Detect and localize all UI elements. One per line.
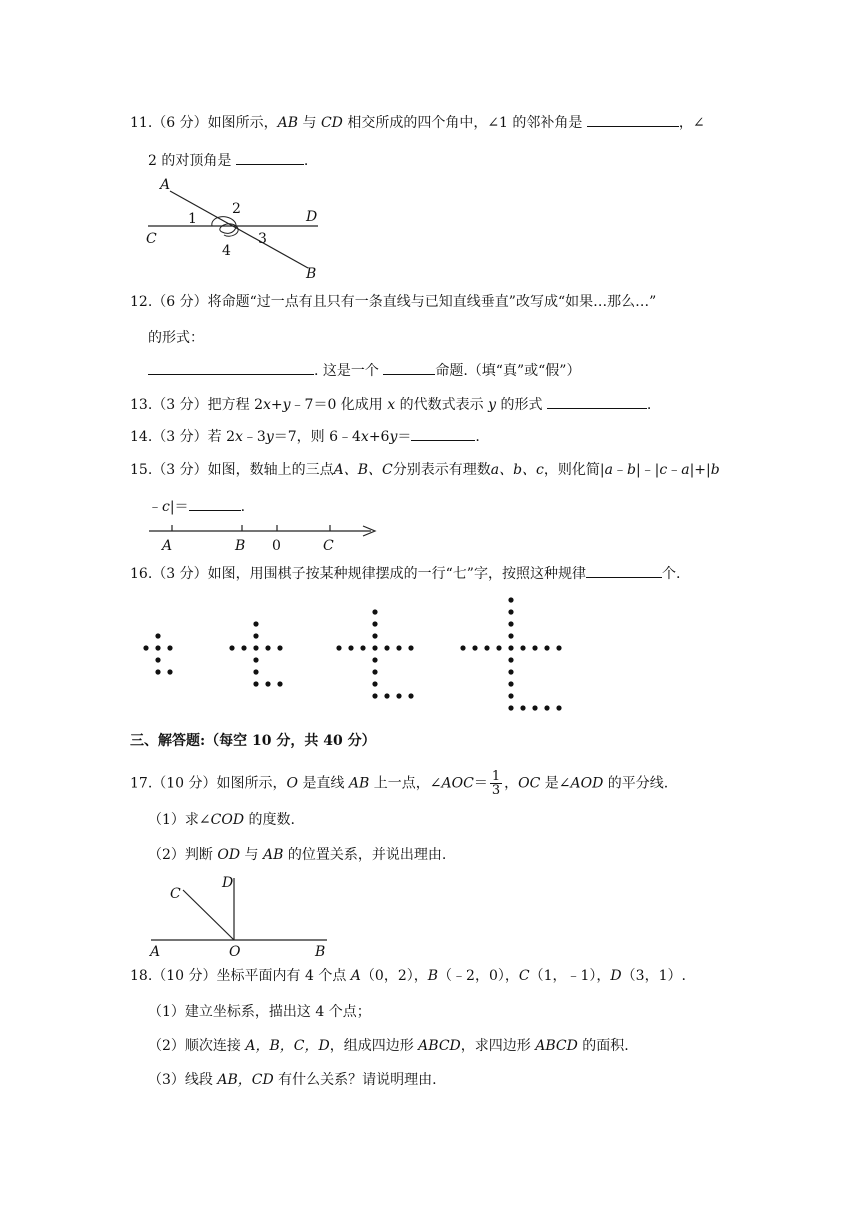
q15-var: b xyxy=(626,462,636,478)
q18-text: ，组成四边形 xyxy=(329,1038,419,1054)
q18-text: ，求四边形 xyxy=(460,1038,536,1054)
q13-var: x xyxy=(387,397,396,413)
q17-text: ＝ xyxy=(473,775,488,792)
angle-4-label: 4 xyxy=(222,243,231,259)
go-stone xyxy=(372,657,377,662)
go-stone xyxy=(348,645,353,650)
label-b: B xyxy=(306,266,317,282)
q18-sub1 xyxy=(148,1002,371,1022)
angle-3-label: 3 xyxy=(258,231,267,247)
go-stone xyxy=(265,681,270,686)
go-stone xyxy=(336,645,341,650)
q13-score: （3 分） xyxy=(152,397,208,413)
q13-var: x xyxy=(262,397,271,413)
q18-var: A，B，C，D xyxy=(245,1038,330,1054)
go-stone xyxy=(372,693,377,698)
q18-text: 有什么关系？请说明理由. xyxy=(273,1072,437,1088)
go-stone xyxy=(372,645,377,650)
q15-text: 如图，数轴上的三点 xyxy=(207,462,334,478)
q15-text: . xyxy=(240,499,246,515)
go-stone xyxy=(155,657,160,662)
q14-number: 14. xyxy=(130,429,153,445)
q15-text: 分别表示有理数 xyxy=(392,462,491,478)
fraction-one-third xyxy=(490,770,502,797)
go-stone xyxy=(277,681,282,686)
q14-var: x xyxy=(360,429,369,445)
q11-text: ，∠ xyxy=(678,115,705,131)
q17-var: AB xyxy=(262,847,284,863)
go-stone xyxy=(372,681,377,686)
q13-text: 的形式 xyxy=(500,397,543,413)
q18-var: AB，CD xyxy=(217,1072,274,1088)
q16-go-stone-figure xyxy=(140,590,590,720)
q16-number: 16. xyxy=(130,566,153,582)
go-stone xyxy=(556,645,561,650)
go-stone xyxy=(155,633,160,638)
angle-1-label: 1 xyxy=(188,211,197,227)
q11-blank-2[interactable] xyxy=(236,150,304,165)
q17-text: 是∠ xyxy=(540,775,571,792)
q12-blank-1[interactable] xyxy=(148,360,314,375)
q12-line2 xyxy=(148,328,204,348)
go-stone xyxy=(372,633,377,638)
q17-var: OD xyxy=(217,847,241,863)
q14-line xyxy=(130,426,480,447)
q17-var: AB xyxy=(348,775,370,792)
q15-line2 xyxy=(148,496,245,517)
go-stone xyxy=(460,645,465,650)
q18-coord: （3，1）. xyxy=(621,968,686,984)
go-stone xyxy=(508,693,513,698)
label-d: D xyxy=(222,875,234,891)
q17-number: 17. xyxy=(130,775,153,792)
q11-var: AB xyxy=(277,115,299,131)
q18-var: ABCD xyxy=(418,1038,461,1054)
q14-score: （3 分） xyxy=(152,429,208,445)
go-stone xyxy=(253,621,258,626)
q18-point: C xyxy=(518,968,530,984)
go-stone xyxy=(520,705,525,710)
q15-text: ﹣ xyxy=(148,499,162,515)
q11-var: CD xyxy=(320,115,343,131)
go-stone xyxy=(229,645,234,650)
q18-score: （10 分） xyxy=(152,968,217,984)
q17-var: OC xyxy=(518,775,541,792)
go-stone xyxy=(508,621,513,626)
go-stone xyxy=(508,597,513,602)
q17-score: （10 分） xyxy=(152,775,217,792)
q18-text: （1）建立坐标系，描出这 4 个点； xyxy=(148,1004,371,1020)
fraction-denominator: 3 xyxy=(491,783,501,798)
q14-text: ﹣3 xyxy=(242,429,266,445)
q13-var: y xyxy=(282,397,291,413)
q15-line1 xyxy=(130,460,720,480)
q12-score: （6 分） xyxy=(152,294,208,310)
q17-text: 如图所示， xyxy=(216,775,287,792)
label-d: D xyxy=(306,209,318,225)
go-stone xyxy=(508,681,513,686)
q12-line1 xyxy=(130,292,656,312)
q12-text: 将命题“过一点有且只有一条直线与已知直线垂直”改写成“如果…那么…” xyxy=(207,294,657,310)
q18-text: （3）线段 xyxy=(148,1072,218,1088)
q13-text: . xyxy=(646,397,652,413)
go-stone xyxy=(396,645,401,650)
q13-text: + xyxy=(270,397,283,413)
q18-coord: （0，2）， xyxy=(360,968,428,984)
q18-point: A xyxy=(350,968,361,984)
go-stone xyxy=(532,705,537,710)
go-stone xyxy=(167,669,172,674)
go-stone xyxy=(508,633,513,638)
q11-text: 如图所示， xyxy=(207,115,278,131)
go-stone xyxy=(508,657,513,662)
go-stone xyxy=(484,645,489,650)
q18-coord: （1，﹣1）， xyxy=(529,968,611,984)
section-3-title: 三、解答题:（每空 10 分，共 40 分） xyxy=(130,733,376,749)
q18-number: 18. xyxy=(130,968,153,984)
go-stone xyxy=(544,645,549,650)
q11-line2 xyxy=(148,150,308,171)
q14-var: x xyxy=(234,429,243,445)
q18-text: 坐标平面内有 4 个点 xyxy=(216,968,351,984)
q15-text: |+| xyxy=(689,462,711,478)
q17-line1 xyxy=(130,770,668,797)
q13-var: y xyxy=(488,397,496,413)
go-stone xyxy=(384,693,389,698)
q18-text: 的面积. xyxy=(577,1038,629,1054)
q18-line1 xyxy=(130,966,686,986)
go-stone xyxy=(384,645,389,650)
q14-var: y xyxy=(265,429,274,445)
go-stone xyxy=(508,669,513,674)
q17-text: 的平分线. xyxy=(603,775,669,792)
go-stone xyxy=(155,669,160,674)
go-stone xyxy=(253,669,258,674)
q15-text: |＝ xyxy=(169,499,189,515)
q17-var: AOD xyxy=(570,775,604,792)
q12-line3 xyxy=(148,360,580,381)
go-stone xyxy=(360,645,365,650)
q17-var: AOC xyxy=(441,775,474,792)
q15-number: 15. xyxy=(130,462,153,478)
go-stone xyxy=(472,645,477,650)
q17-text: 上一点，∠ xyxy=(369,775,442,792)
go-stone xyxy=(372,669,377,674)
label-b: B xyxy=(235,538,246,554)
go-stone xyxy=(508,705,513,710)
q11-score: （6 分） xyxy=(152,115,208,131)
q13-text: 的代数式表示 xyxy=(399,397,484,413)
q15-var: a、b、c xyxy=(490,462,544,478)
go-stone xyxy=(508,609,513,614)
q15-var: b xyxy=(710,462,720,478)
go-stone xyxy=(408,693,413,698)
q18-point: D xyxy=(610,968,622,984)
q17-text: （1）求∠ xyxy=(148,812,211,828)
label-a: A xyxy=(150,944,161,960)
q11-text: 相交所成的四个角中，∠1 的邻补角是 xyxy=(342,115,583,131)
q14-text: +6 xyxy=(368,429,390,445)
q17-text: （2）判断 xyxy=(148,847,218,863)
q15-var: a xyxy=(681,462,690,478)
q11-text: 与 xyxy=(298,115,321,131)
label-c: C xyxy=(323,538,334,554)
q18-sub3 xyxy=(148,1070,437,1090)
go-stone xyxy=(532,645,537,650)
angle-2-label: 2 xyxy=(232,201,241,217)
q11-number: 11. xyxy=(130,115,153,131)
q12-text: . 这是一个 xyxy=(314,363,379,379)
q11-text: . xyxy=(303,153,309,169)
q12-text: 命题.（填“真”或“假”） xyxy=(435,363,581,379)
go-stone xyxy=(520,645,525,650)
q13-text: ﹣7＝0 化成用 xyxy=(290,397,383,413)
go-stone xyxy=(508,645,513,650)
q11-blank-1[interactable] xyxy=(587,112,679,127)
q14-text: 若 2 xyxy=(207,429,235,445)
go-stone xyxy=(155,645,160,650)
go-stone xyxy=(167,645,172,650)
q14-blank[interactable] xyxy=(411,426,475,441)
q18-text: （2）顺次连接 xyxy=(148,1038,246,1054)
q11-text: 2 的对顶角是 xyxy=(148,153,232,169)
go-stone xyxy=(372,609,377,614)
label-c: C xyxy=(170,886,181,902)
go-stone xyxy=(277,645,282,650)
q16-text: 如图，用围棋子按某种规律摆成的一行“七”字，按照这种规律 xyxy=(207,566,586,582)
go-stone xyxy=(408,645,413,650)
go-stone xyxy=(253,645,258,650)
q16-text: 个. xyxy=(661,566,681,582)
q17-text: ， xyxy=(504,775,519,792)
q17-text: 与 xyxy=(240,847,263,863)
q12-blank-2[interactable] xyxy=(383,360,435,375)
label-b: B xyxy=(315,944,326,960)
q18-coord: （﹣2，0）， xyxy=(438,968,519,984)
q12-number: 12. xyxy=(130,294,153,310)
q15-var: c xyxy=(162,499,170,515)
q11-line1 xyxy=(130,112,705,133)
q16-blank[interactable] xyxy=(586,563,662,578)
q12-text: 的形式： xyxy=(148,330,204,346)
label-c: C xyxy=(146,231,157,247)
q15-blank[interactable] xyxy=(189,496,241,511)
q14-text: ＝ xyxy=(397,429,412,445)
q15-text: ，则化简| xyxy=(543,462,605,478)
q15-number-line xyxy=(145,520,385,556)
label-o: O xyxy=(229,944,241,960)
fraction-numerator: 1 xyxy=(491,769,501,784)
q14-var: y xyxy=(389,429,398,445)
q16-score: （3 分） xyxy=(152,566,208,582)
go-stone xyxy=(253,633,258,638)
go-stone xyxy=(372,621,377,626)
q15-var: a xyxy=(604,462,613,478)
q17-text: 的度数. xyxy=(244,812,295,828)
q11-figure xyxy=(140,175,340,280)
ray-oc xyxy=(183,890,234,940)
go-stone xyxy=(544,705,549,710)
go-stone xyxy=(253,681,258,686)
q13-text: 把方程 2 xyxy=(207,397,263,413)
label-a: A xyxy=(162,538,173,554)
q14-text: ＝7，则 6﹣4 xyxy=(273,429,361,445)
q17-figure xyxy=(145,870,345,960)
q15-var: c xyxy=(659,462,668,478)
q17-sub2 xyxy=(148,845,446,865)
go-stone xyxy=(556,705,561,710)
go-stone xyxy=(396,693,401,698)
q16-line xyxy=(130,563,680,584)
q15-var: A、B、C xyxy=(333,462,393,478)
go-stone xyxy=(496,645,501,650)
q14-text: . xyxy=(475,429,480,445)
q15-text: ﹣ xyxy=(612,462,627,478)
q17-text: 是直线 xyxy=(298,775,349,792)
q17-var: COD xyxy=(210,812,245,828)
q17-sub1 xyxy=(148,810,295,830)
q15-text: |﹣| xyxy=(635,462,660,478)
q18-sub2 xyxy=(148,1036,629,1056)
label-zero: 0 xyxy=(272,538,281,554)
q18-var: ABCD xyxy=(535,1038,578,1054)
q15-score: （3 分） xyxy=(152,462,208,478)
q18-point: B xyxy=(427,968,439,984)
q13-line xyxy=(130,394,651,415)
q15-text: ﹣ xyxy=(667,462,682,478)
q17-var: O xyxy=(286,775,299,792)
go-stone xyxy=(253,657,258,662)
go-stone xyxy=(241,645,246,650)
label-a: A xyxy=(160,177,171,193)
go-stone xyxy=(143,645,148,650)
go-stone xyxy=(265,645,270,650)
q13-number: 13. xyxy=(130,397,153,413)
q13-blank[interactable] xyxy=(547,394,647,409)
q17-text: 的位置关系，并说出理由. xyxy=(283,847,447,863)
